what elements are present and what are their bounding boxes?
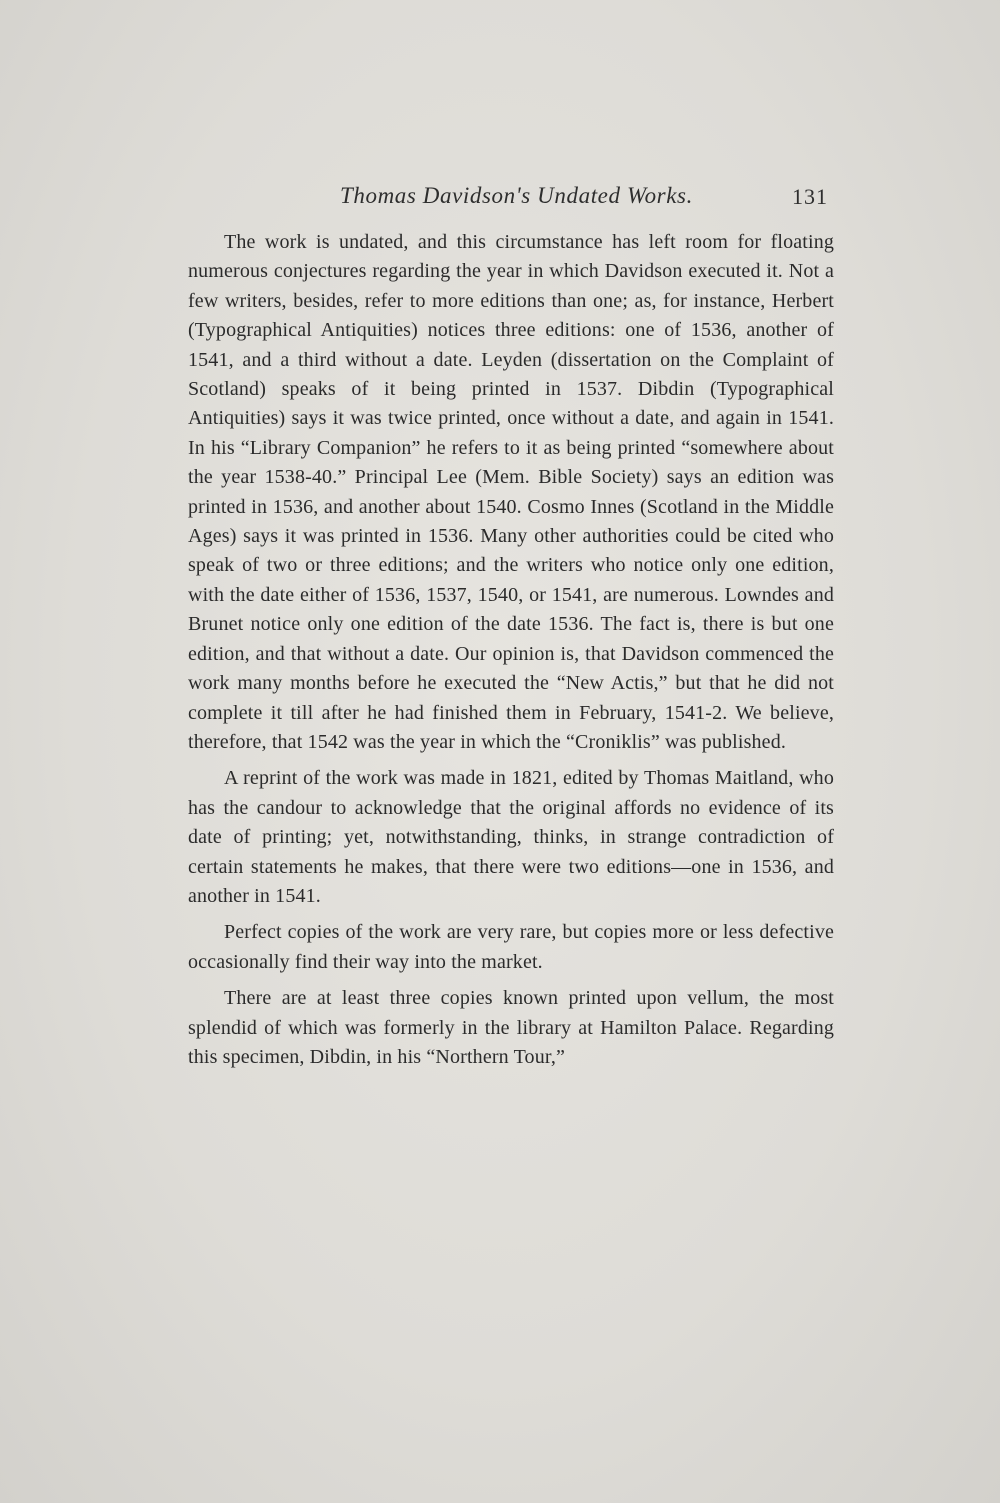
paragraph: The work is undated, and this circumstance has left room for floating numerous conjectures regarding the year in which Davidson executed it. Not a few writers, besides, refer to more editions than one; as, for instance, Herbert (Typographical Antiquities) notices three editions: one of 1536, another of 1541, and a third without a date. Leyden (dissertation on the Complaint of Scotland) speaks of it being printed in 1537. Dibdin (Typographical Antiquities) says it was twice printed, once without a date, and again in 1541. In his “Library Companion” he refers to it as being printed “somewhere about the year 1538-40.” Principal Lee (Mem. Bible Society) says an edition was printed in 1536, and another about 1540. Cosmo Innes (Scotland in the Middle Ages) says it was printed in 1536. Many other authorities could be cited who speak of two or three editions; and the writers who notice only one edition, with the date either of 1536, 1537, 1540, or 1541, are numerous. Lowndes and Brunet notice only one edition of the date 1536. The fact is, there is but one edition, and that without a date. Our opinion is, that Davidson commenced the work many months before he executed the “New Actis,” but that he did not complete it till after he had finished them in February, 1541-2. We believe, therefore, that 1542 was the year in which the “Croniklis” was published. [188,231,834,753]
body-text [188,228,834,1079]
paragraph: Perfect copies of the work are very rare, but copies more or less defective occasionally find their way into the market. [188,921,834,973]
paragraph: There are at least three copies known printed upon vellum, the most splendid of which was formerly in the library at Hamilton Palace. Regarding this specimen, Dibdin, in his “Northern Tour,” [188,987,834,1068]
paragraph: A reprint of the work was made in 1821, edited by Thomas Maitland, who has the candour to acknowledge that the original affords no evidence of its date of printing; yet, notwithstanding, thinks, in strange contradiction of certain statements he makes, that there were two editions—one in 1536, and another in 1541. [188,767,834,907]
running-head [190,183,834,217]
page-number: 131 [792,184,828,209]
running-title: Thomas Davidson's Undated Works. [340,183,693,208]
